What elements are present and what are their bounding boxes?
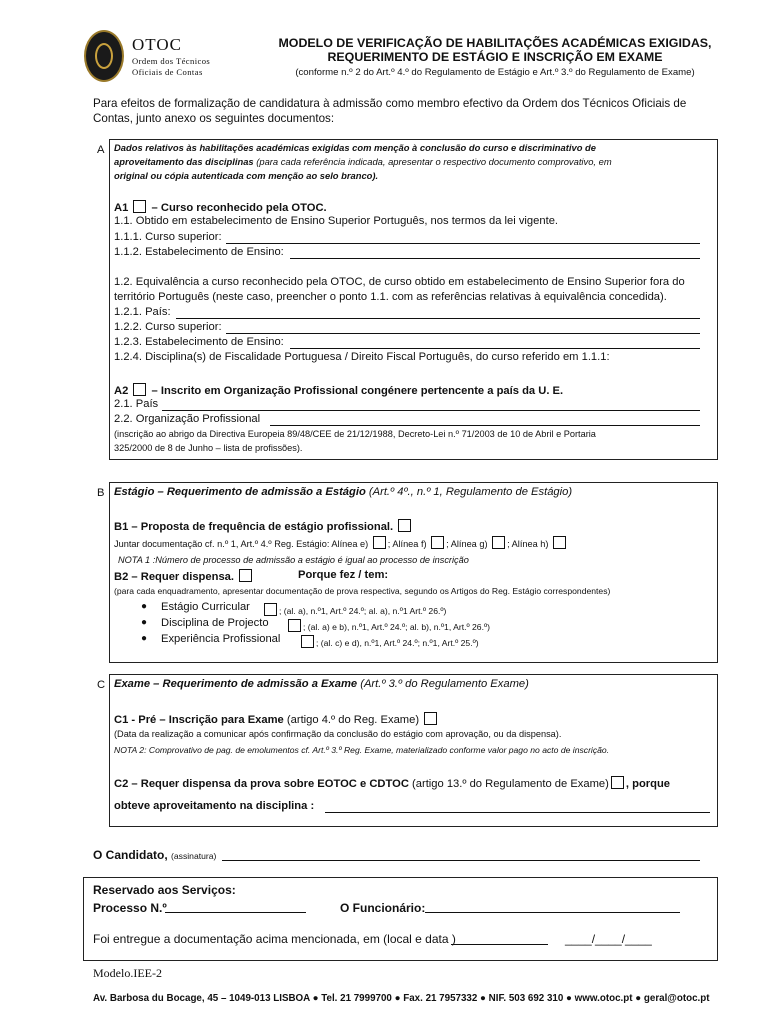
item-estagio-ref: ; (al. a), n.º1, Art.º 24.º; al. a), n.º1 Art.º 26.º) — [262, 603, 446, 616]
l-1-2-2: 1.2.2. Curso superior: — [114, 321, 222, 333]
c2-checkbox[interactable] — [611, 776, 624, 789]
page-subtitle: (conforme n.º 2 do Art.º 4.º do Regulamento de Estágio e Art.º 3.º do Regulamento de Exame) — [295, 67, 695, 78]
bullet-icon: ● — [141, 617, 148, 628]
alinea-e-checkbox[interactable] — [373, 536, 386, 549]
l-1-1-1: 1.1.1. Curso superior: — [114, 231, 222, 243]
c1-note: (Data da realização a comunicar após confirmação da conclusão do estágio com aprovação, ou da dispensa). — [114, 729, 562, 739]
a2-note1: (inscrição ao abrigo da Directiva Europeia 89/48/CEE de 21/12/1988, Decreto-Lei n.º 71/2003 de 10 de Abril e Portaria — [114, 429, 596, 439]
local-field[interactable] — [451, 944, 548, 945]
l-1-1-2: 1.1.2. Estabelecimento de Ensino: — [114, 246, 284, 258]
l-2-2: 2.2. Organização Profissional — [114, 413, 261, 425]
alinea-f-checkbox[interactable] — [431, 536, 444, 549]
section-b-letter: B — [97, 487, 105, 499]
item-experiencia-ref: ; (al. c) e d), n.º1, Art.º 24.º; n.º1, Art.º 25.º) — [299, 635, 479, 648]
logo-name: OTOC — [132, 35, 182, 54]
l-1-2-4: 1.2.4. Disciplina(s) de Fiscalidade Portuguesa / Direito Fiscal Português, do curso referido em 1.1.1: — [114, 351, 610, 363]
processo-label: Processo N.º — [93, 901, 167, 915]
a2-checkbox[interactable] — [133, 383, 146, 396]
l-1-2b: território Português (neste caso, preencher o ponto 1.1. com as referências relativas à equivalência concedida). — [114, 291, 667, 303]
section-a-letter: A — [97, 144, 105, 156]
item-experiencia: Experiência Profissional — [161, 633, 281, 645]
alinea-g-checkbox[interactable] — [492, 536, 505, 549]
logo-sub2: Oficiais de Contas — [132, 67, 203, 77]
a1-row: A1 – Curso reconhecido pela OTOC. — [114, 202, 327, 214]
b2-checkbox[interactable] — [239, 569, 252, 582]
organizacao-field[interactable] — [270, 425, 700, 426]
item-projecto: Disciplina de Projecto — [161, 617, 269, 629]
section-b-head: Estágio – Requerimento de admissão a Estágio (Art.º 4º., n.º 1, Regulamento de Estágio) — [114, 486, 573, 498]
c1-checkbox[interactable] — [424, 712, 437, 725]
experiencia-checkbox[interactable] — [301, 635, 314, 648]
a2-note2: 325/2000 de 8 de Junho – lista de profissões). — [114, 443, 303, 453]
l-1-2-1: 1.2.1. País: — [114, 306, 171, 318]
bullet-icon: ● — [141, 601, 148, 612]
disciplina-field[interactable] — [325, 812, 710, 813]
reservado-title: Reservado aos Serviços: — [93, 883, 236, 897]
nota-1: NOTA 1 :Número de processo de admissão a estágio é igual ao processo de inscrição — [118, 555, 469, 565]
pais-field[interactable] — [176, 318, 700, 319]
seal-icon — [84, 30, 124, 82]
section-c-letter: C — [97, 679, 106, 691]
l-1-1: 1.1. Obtido em estabelecimento de Ensino Superior Português, nos termos da lei vigente. — [114, 215, 559, 227]
assinatura-field[interactable] — [222, 860, 700, 861]
estabelecimento-2-field[interactable] — [290, 348, 700, 349]
otoc-logo — [84, 30, 234, 85]
l-1-2-3: 1.2.3. Estabelecimento de Ensino: — [114, 336, 284, 348]
candidato-row: O Candidato, (assinatura) — [93, 848, 217, 862]
date-field[interactable]: ____/____/____ — [565, 932, 652, 946]
funcionario-field[interactable] — [425, 912, 680, 913]
page-title — [240, 36, 750, 64]
porque-label: Porque fez / tem: — [298, 569, 389, 581]
estabelecimento-field[interactable] — [290, 258, 700, 259]
c2-row: C2 – Requer dispensa da prova sobre EOTOC e CDTOC (artigo 13.º do Regulamento de Exame) , porque — [114, 778, 671, 790]
b2-row: B2 – Requer dispensa. — [114, 569, 254, 583]
modelo-code: Modelo.IEE-2 — [93, 966, 162, 980]
section-a-head1: Dados relativos às habilitações académicas exigidas com menção à conclusão do curso e discriminativo de — [114, 142, 596, 153]
b1-row: B1 – Proposta de frequência de estágio profissional. — [114, 519, 413, 533]
projecto-checkbox[interactable] — [288, 619, 301, 632]
curso-superior-2-field[interactable] — [226, 333, 700, 334]
c2-line2: obteve aproveitamento na disciplina : — [114, 800, 315, 812]
b1-checkbox[interactable] — [398, 519, 411, 532]
entregue-text: Foi entregue a documentação acima mencionada, em (local e data ) — [93, 932, 456, 946]
title-line2: REQUERIMENTO DE ESTÁGIO E INSCRIÇÃO EM EXAME — [327, 50, 663, 64]
pais-ue-field[interactable] — [162, 410, 700, 411]
section-a-head2: aproveitamento das disciplinas (para cada referência indicada, apresentar o respectivo documento comprovativo, em — [114, 156, 612, 167]
section-a-head3: original ou cópia autenticada com menção ao selo branco). — [114, 170, 379, 181]
item-estagio: Estágio Curricular — [161, 601, 250, 613]
section-c-head: Exame – Requerimento de admissão a Exame (Art.º 3.º do Regulamento Exame) — [114, 678, 529, 690]
bullet-icon: ● — [141, 633, 148, 644]
a2-row: A2 – Inscrito em Organização Profissional congénere pertencente a país da U. E. — [114, 385, 564, 397]
curso-superior-field[interactable] — [226, 243, 700, 244]
title-line1: MODELO DE VERIFICAÇÃO DE HABILITAÇÕES ACADÉMICAS EXIGIDAS, — [278, 36, 712, 50]
nota-2: NOTA 2: Comprovativo de pag. de emolumentos cf. Art.º 3.º Reg. Exame, materializado conforme valor pago no acto de inscrição. — [114, 745, 610, 755]
estagio-checkbox[interactable] — [264, 603, 277, 616]
juntar-row: Juntar documentação cf. n.º 1, Art.º 4.º Reg. Estágio: Alínea e) ; Alínea f) ; Alínea g) ; Alínea h) — [114, 536, 568, 549]
logo-sub1: Ordem dos Técnicos — [132, 56, 211, 66]
c1-row: C1 - Pré – Inscrição para Exame (artigo 4.º do Reg. Exame) — [114, 712, 439, 726]
footer-address: Av. Barbosa du Bocage, 45 – 1049-013 LISBOA ● Tel. 21 7999700 ● Fax. 21 7957332 ● NIF. 503 692 310 ● www.otoc.pt ● geral@otoc.pt — [93, 993, 710, 1004]
b2-note: (para cada enquadramento, apresentar documentação de prova respectiva, segundo os Artigos do Reg. Estágio correspondentes) — [114, 586, 611, 596]
funcionario-label: O Funcionário: — [340, 901, 426, 915]
l-2-1: 2.1. País — [114, 398, 159, 410]
alinea-h-checkbox[interactable] — [553, 536, 566, 549]
processo-field[interactable] — [165, 912, 306, 913]
a1-checkbox[interactable] — [133, 200, 146, 213]
l-1-2a: 1.2. Equivalência a curso reconhecido pela OTOC, de curso obtido em estabelecimento de Ensino Superior fora do — [114, 276, 685, 288]
intro-text: Para efeitos de formalização de candidatura à admissão como membro efectivo da Ordem dos Técnicos Oficiais de Contas, junto anexo os seguintes documentos: — [93, 97, 687, 125]
item-projecto-ref: ; (al. a) e b), n.º1, Art.º 24.º; al. b), n.º1, Art.º 26.º) — [286, 619, 490, 632]
